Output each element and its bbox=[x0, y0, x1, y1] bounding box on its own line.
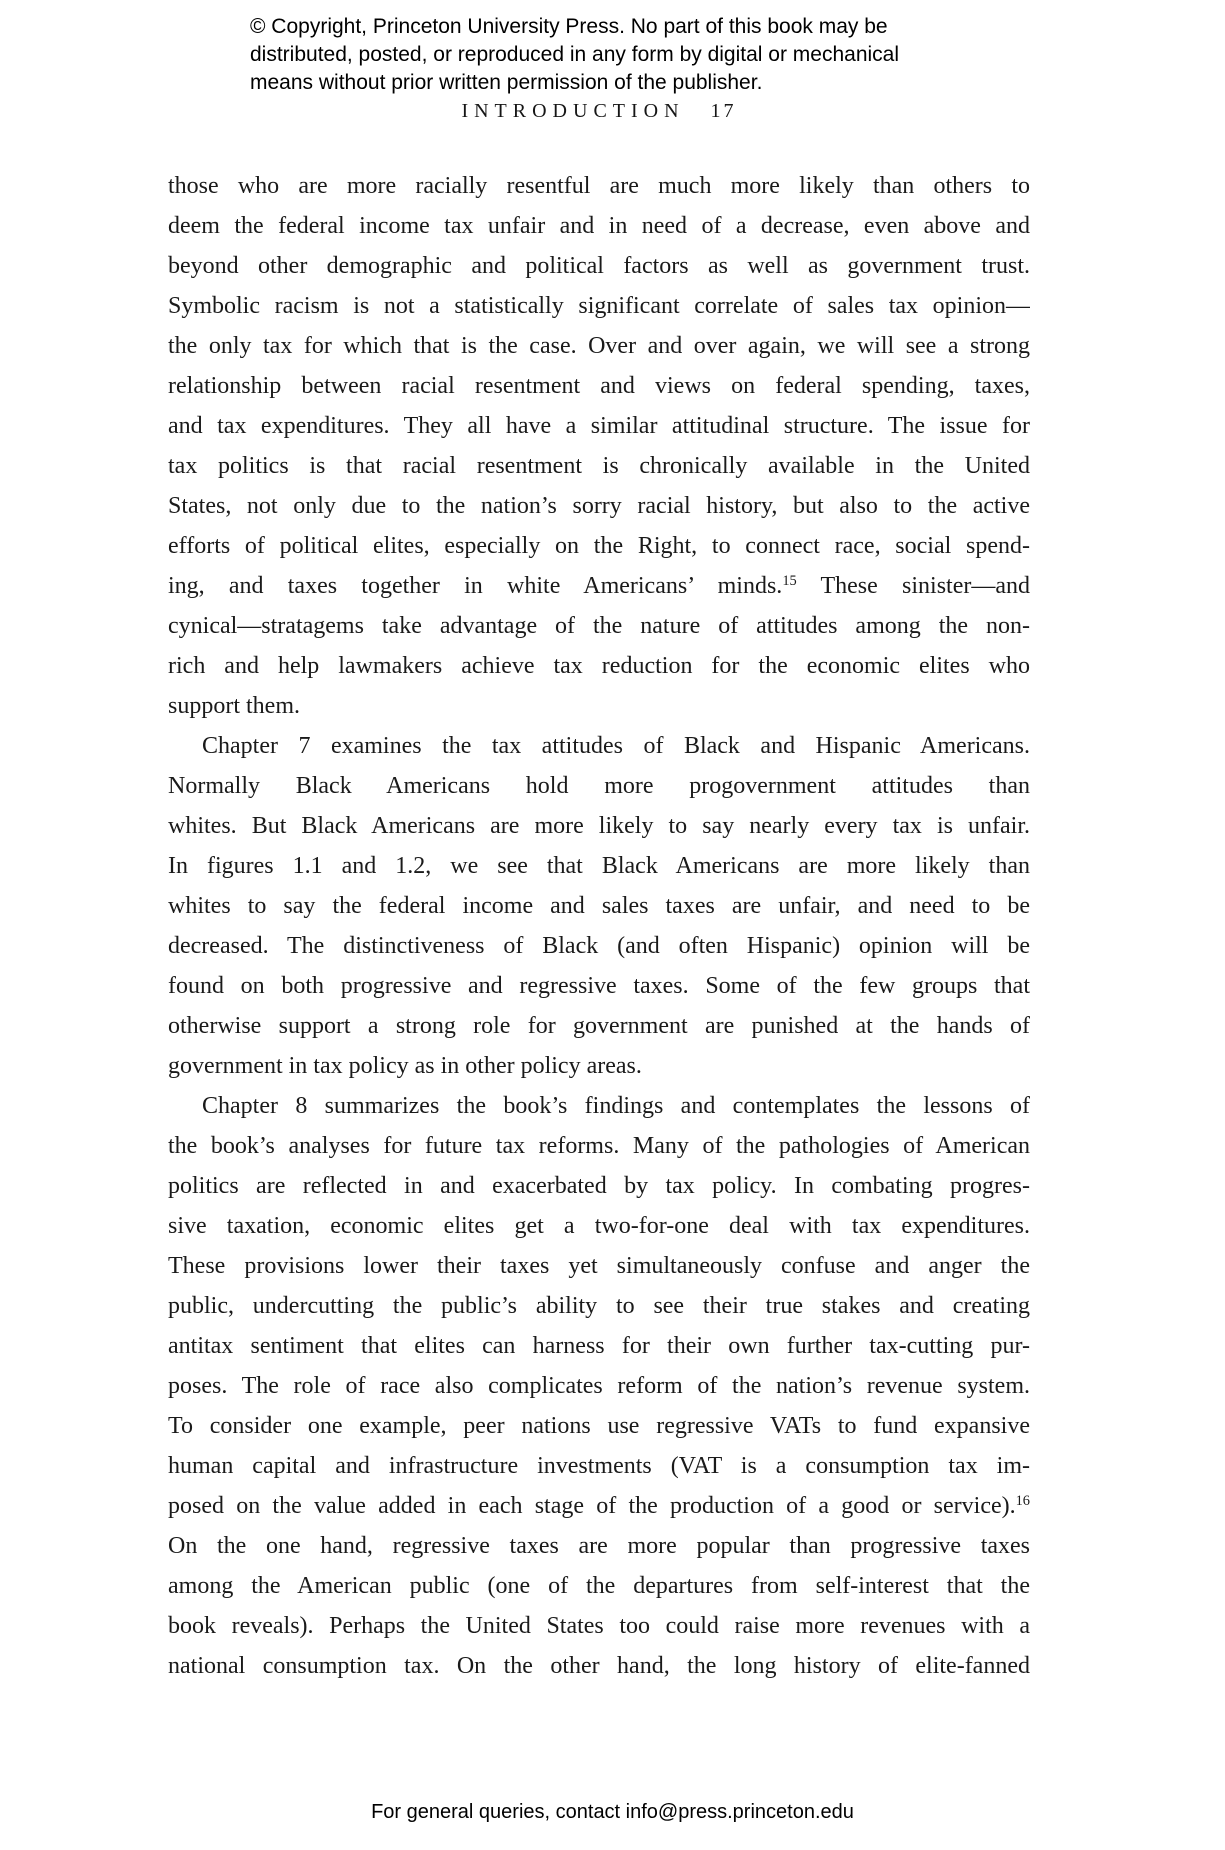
text-line: otherwise support a strong role for government are punished at the hands of bbox=[168, 1013, 1030, 1039]
text-line: antitax sentiment that elites can harness for their own further tax-cutting pur- bbox=[168, 1333, 1030, 1359]
text-line: ing, and taxes together in white Americans’ minds.$^{15}$ These sinister—and bbox=[168, 573, 1030, 599]
copyright-notice bbox=[250, 13, 899, 97]
text-line: government in tax policy as in other policy areas. bbox=[168, 1053, 642, 1079]
text-line: tax politics is that racial resentment is chronically available in the United bbox=[168, 453, 1030, 479]
text-line: national consumption tax. On the other hand, the long history of elite-fanned bbox=[168, 1653, 1030, 1679]
paragraph bbox=[168, 166, 1030, 726]
text-line: support them. bbox=[168, 693, 300, 719]
text-line: Symbolic racism is not a statistically significant correlate of sales tax opinion— bbox=[168, 293, 1030, 319]
page-number: 17 bbox=[710, 100, 737, 122]
text-line: human capital and infrastructure investments (VAT is a consumption tax im- bbox=[168, 1453, 1030, 1479]
text-line: posed on the value added in each stage of the production of a good or service).$^{16}$ bbox=[168, 1493, 1030, 1519]
text-line: deem the federal income tax unfair and in need of a decrease, even above and bbox=[168, 213, 1030, 239]
paragraph bbox=[168, 1086, 1030, 1686]
text-line: whites. But Black Americans are more likely to say nearly every tax is unfair. bbox=[168, 813, 1030, 839]
footer-note: For general queries, contact info@press.princeton.edu bbox=[371, 1801, 854, 1823]
running-head-title: INTRODUCTION bbox=[461, 100, 685, 122]
text-line: To consider one example, peer nations use regressive VATs to fund expansive bbox=[168, 1413, 1030, 1439]
text-line: relationship between racial resentment and views on federal spending, taxes, bbox=[168, 373, 1030, 399]
text-line: among the American public (one of the departures from self-interest that the bbox=[168, 1573, 1030, 1599]
text-line: cynical—stratagems take advantage of the nature of attitudes among the non- bbox=[168, 613, 1030, 639]
text-line: Normally Black Americans hold more progovernment attitudes than bbox=[168, 773, 1030, 799]
text-line: whites to say the federal income and sales taxes are unfair, and need to be bbox=[168, 893, 1030, 919]
text-line: the book’s analyses for future tax reforms. Many of the pathologies of American bbox=[168, 1133, 1030, 1159]
text-line: These provisions lower their taxes yet simultaneously confuse and anger the bbox=[168, 1253, 1030, 1279]
text-line: Chapter 7 examines the tax attitudes of Black and Hispanic Americans. bbox=[202, 733, 1030, 759]
text-line: On the one hand, regressive taxes are more popular than progressive taxes bbox=[168, 1533, 1030, 1559]
text-line: decreased. The distinctiveness of Black (and often Hispanic) opinion will be bbox=[168, 933, 1030, 959]
footnote-reference: 15 bbox=[782, 573, 797, 590]
copyright-line: © Copyright, Princeton University Press. No part of this book may be bbox=[250, 15, 888, 38]
text-line: Chapter 8 summarizes the book’s findings and contemplates the lessons of bbox=[202, 1093, 1030, 1119]
text-line: politics are reflected in and exacerbated by tax policy. In combating progres- bbox=[168, 1173, 1030, 1199]
text-line: book reveals). Perhaps the United States too could raise more revenues with a bbox=[168, 1613, 1030, 1639]
text-line: efforts of political elites, especially on the Right, to connect race, social spend- bbox=[168, 533, 1030, 559]
text-line: States, not only due to the nation’s sorry racial history, but also to the active bbox=[168, 493, 1030, 519]
text-line: sive taxation, economic elites get a two-for-one deal with tax expenditures. bbox=[168, 1213, 1030, 1239]
text-line: the only tax for which that is the case. Over and over again, we will see a strong bbox=[168, 333, 1030, 359]
text-line: public, undercutting the public’s ability to see their true stakes and creating bbox=[168, 1293, 1030, 1319]
footnote-reference: 16 bbox=[1015, 1493, 1030, 1510]
paragraph bbox=[168, 726, 1030, 1086]
body-text bbox=[168, 166, 1030, 1686]
copyright-line: distributed, posted, or reproduced in any form by digital or mechanical bbox=[250, 43, 900, 66]
running-head bbox=[168, 100, 1030, 123]
text-line: those who are more racially resentful are much more likely than others to bbox=[168, 173, 1030, 199]
text-line: found on both progressive and regressive taxes. Some of the few groups that bbox=[168, 973, 1030, 999]
copyright-line: means without prior written permission of the publisher. bbox=[250, 71, 763, 94]
text-line: beyond other demographic and political factors as well as government trust. bbox=[168, 253, 1030, 279]
text-line: rich and help lawmakers achieve tax reduction for the economic elites who bbox=[168, 653, 1030, 679]
text-line: and tax expenditures. They all have a similar attitudinal structure. The issue for bbox=[168, 413, 1030, 439]
text-line: In figures 1.1 and 1.2, we see that Black Americans are more likely than bbox=[168, 853, 1030, 879]
text-line: poses. The role of race also complicates reform of the nation’s revenue system. bbox=[168, 1373, 1030, 1399]
